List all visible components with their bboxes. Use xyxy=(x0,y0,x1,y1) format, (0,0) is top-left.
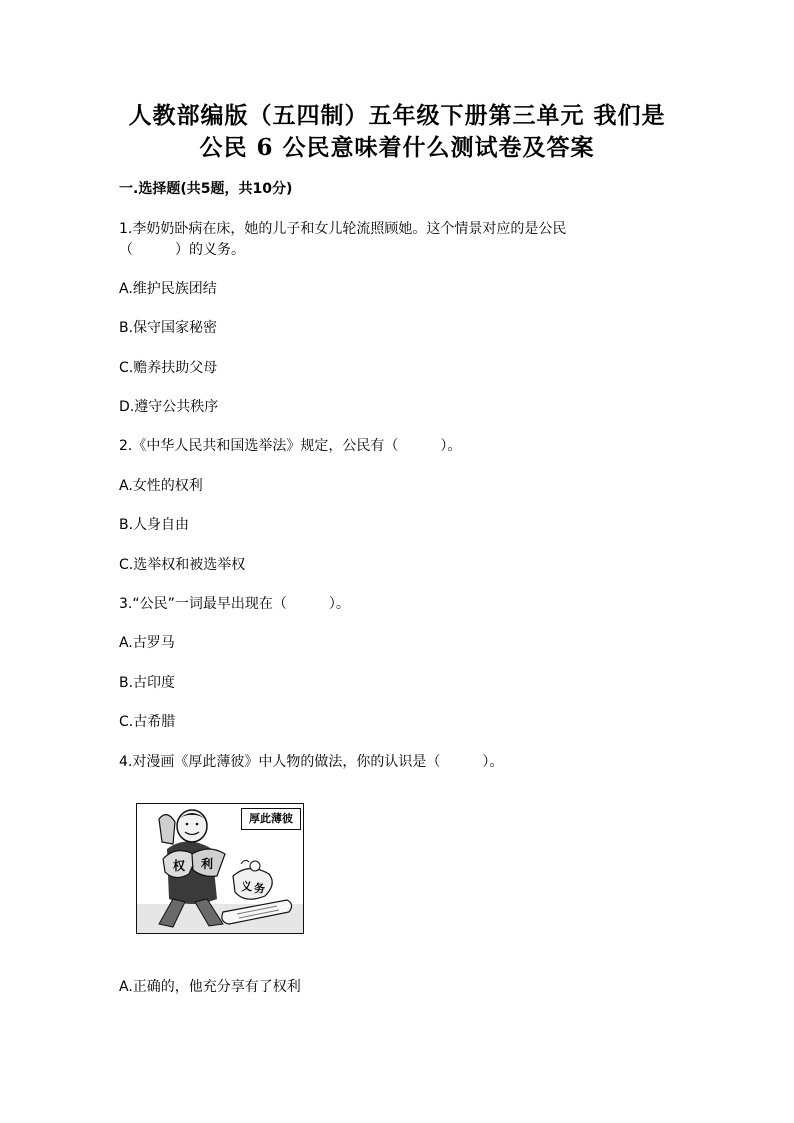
cartoon-caption: 厚此薄彼 xyxy=(241,808,301,830)
cartoon-label-right2: 利 xyxy=(201,857,214,871)
question-2-option-b: B.人身自由 xyxy=(119,517,190,533)
question-3-option-b: B.古印度 xyxy=(119,675,176,691)
cartoon-label-right1: 权 xyxy=(173,859,186,873)
question-2-option-c: C.选举权和被选举权 xyxy=(119,557,246,573)
question-3-option-a: A.古罗马 xyxy=(119,635,175,651)
question-4-option-a: A.正确的，他充分享有了权利 xyxy=(119,979,301,995)
question-3: 3.“公民”一词最早出现在（ ）。 xyxy=(119,596,350,612)
cartoon-label-duty1: 义 xyxy=(241,880,252,893)
question-2: 2.《中华人民共和国选举法》规定，公民有（ ）。 xyxy=(119,438,462,454)
question-1-line2: （ ）的义务。 xyxy=(119,242,245,258)
document-title-line2: 公民 6 公民意味着什么测试卷及答案 xyxy=(199,134,595,161)
cartoon-label-duty2: 务 xyxy=(254,882,265,895)
question-1-line1: 1.李奶奶卧病在床，她的儿子和女儿轮流照顾她。这个情景对应的是公民 xyxy=(119,221,567,237)
question-1-option-b: B.保守国家秘密 xyxy=(119,320,218,336)
question-1-option-a: A.维护民族团结 xyxy=(119,281,217,297)
cartoon-image xyxy=(136,803,304,934)
section-heading: 一.选择题(共5题，共10分) xyxy=(119,181,293,197)
question-1-option-c: C.赡养扶助父母 xyxy=(119,360,218,376)
document-title-line1: 人教部编版（五四制）五年级下册第三单元 我们是 xyxy=(128,102,666,129)
question-3-option-c: C.古希腊 xyxy=(119,714,176,730)
question-4: 4.对漫画《厚此薄彼》中人物的做法，你的认识是（ ）。 xyxy=(119,754,504,770)
question-1-option-d: D.遵守公共秩序 xyxy=(119,399,219,415)
question-2-option-a: A.女性的权利 xyxy=(119,478,203,494)
